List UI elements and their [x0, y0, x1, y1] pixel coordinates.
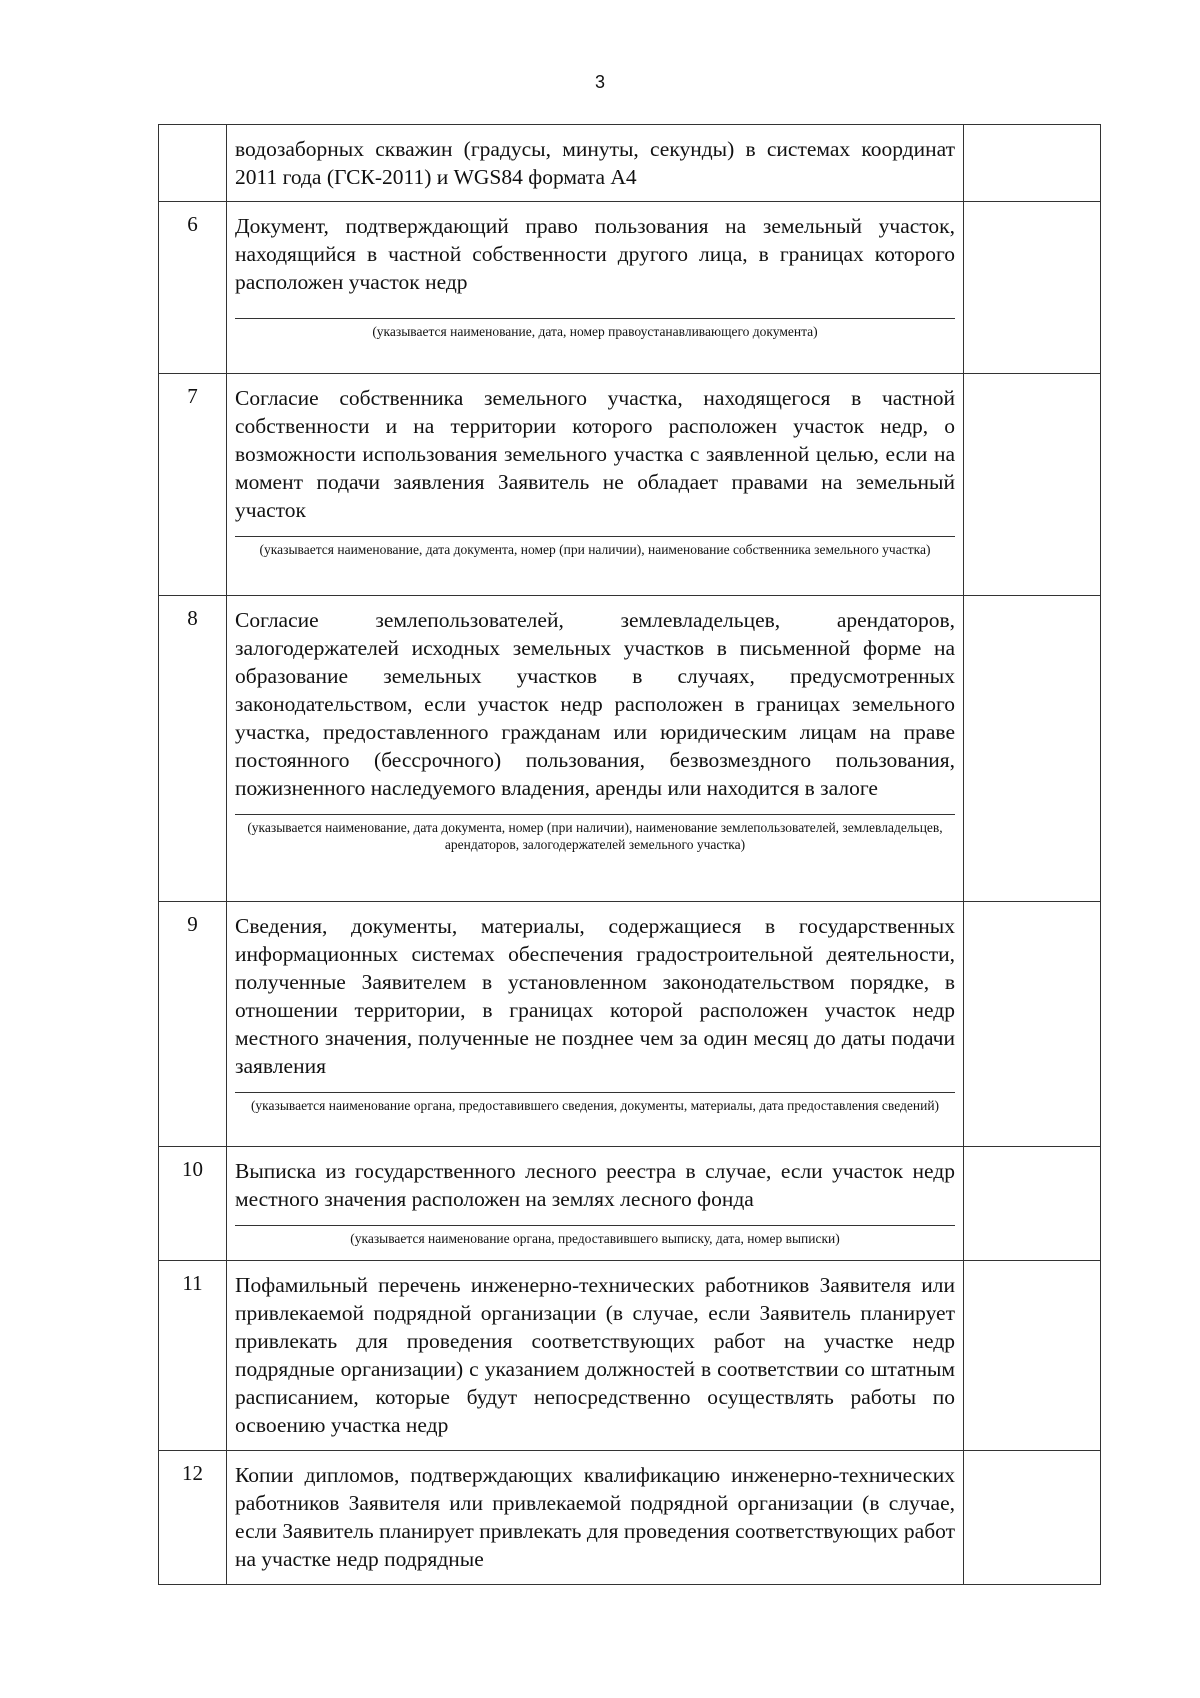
row-mark-cell[interactable] — [964, 202, 1101, 374]
row-description-cell — [227, 202, 964, 374]
table-row — [159, 596, 1101, 902]
documents-table-body — [159, 125, 1101, 1585]
row-mark-cell[interactable] — [964, 1261, 1101, 1451]
row-number: 9 — [159, 902, 227, 1147]
row-description-cell — [227, 1147, 964, 1261]
row-description-cell — [227, 1451, 964, 1585]
row-description: Согласие землепользователей, землевладельцев, арендаторов, залогодержателей исходных земельных участков в письменной форме на образование земельных участков в случаях, предусмотренных законодательством, если участок недр расположен в границах земельного участка, предоставленного гражданам или юридическим лицам на праве постоянного (бессрочного) пользования, безвозмездного пользования, пожизненного наследуемого владения, аренды или находится в залоге — [235, 608, 955, 800]
row-description: Сведения, документы, материалы, содержащиеся в государственных информационных системах обеспечения градостроительной деятельности, полученные Заявителем в установленном законодательством порядке, в отношении территории, в границах которой расположен участок недр местного значения, полученные не позднее чем за один месяц до даты подачи заявления — [235, 914, 955, 1078]
row-mark-cell[interactable] — [964, 902, 1101, 1147]
page-number: 3 — [594, 72, 605, 92]
row-number: 10 — [159, 1147, 227, 1261]
row-number: 12 — [159, 1451, 227, 1585]
row-description: Согласие собственника земельного участка, находящегося в частной собственности и на территории которого расположен участок недр, о возможности использования земельного участка с заявленной целью, если на момент подачи заявления Заявитель не обладает правами на земельный участок — [235, 386, 955, 522]
row-mark-cell[interactable] — [964, 125, 1101, 202]
table-row — [159, 374, 1101, 596]
row-mark-cell[interactable] — [964, 596, 1101, 902]
row-description-cell — [227, 1261, 964, 1451]
fill-in-hint[interactable]: (указывается наименование, дата документа, номер (при наличии), наименование землепользователей, землевладельцев, арендаторов, залогодержателей земельного участка) — [235, 814, 955, 859]
table-row — [159, 125, 1101, 202]
row-description: Пофамильный перечень инженерно-технических работников Заявителя или привлекаемой подрядной организации (в случае, если Заявитель планирует привлекать для проведения соответствующих работ на участке недр подрядные организации) с указанием должностей в соответствии со штатным расписанием, которые будут непосредственно осуществлять работы по освоению участка недр — [235, 1273, 955, 1437]
row-mark-cell[interactable] — [964, 1147, 1101, 1261]
fill-in-hint[interactable]: (указывается наименование органа, предоставившего выписку, дата, номер выписки) — [235, 1225, 955, 1253]
row-description-cell — [227, 125, 964, 202]
row-description-cell — [227, 374, 964, 596]
row-description: водозаборных скважин (градусы, минуты, секунды) в системах координат 2011 года (ГСК-2011) и WGS84 формата А4 — [235, 137, 955, 189]
table-row — [159, 1261, 1101, 1451]
row-number — [159, 125, 227, 202]
row-description-cell — [227, 902, 964, 1147]
row-mark-cell[interactable] — [964, 374, 1101, 596]
fill-in-hint[interactable]: (указывается наименование органа, предоставившего сведения, документы, материалы, дата предоставления сведений) — [235, 1092, 955, 1120]
fill-in-hint[interactable]: (указывается наименование, дата документа, номер (при наличии), наименование собственника земельного участка) — [235, 536, 955, 564]
documents-table — [158, 124, 1101, 1585]
row-description: Документ, подтверждающий право пользования на земельный участок, находящийся в частной собственности другого лица, в границах которого расположен участок недр — [235, 214, 955, 294]
fill-in-hint[interactable]: (указывается наименование, дата, номер правоустанавливающего документа) — [235, 318, 955, 346]
row-description: Копии дипломов, подтверждающих квалификацию инженерно-технических работников Заявителя или привлекаемой подрядной организации (в случае, если Заявитель планирует привлекать для проведения соответствующих работ на участке недр подрядные — [235, 1463, 955, 1571]
row-number: 8 — [159, 596, 227, 902]
table-row — [159, 1451, 1101, 1585]
row-number: 11 — [159, 1261, 227, 1451]
table-row — [159, 1147, 1101, 1261]
table-row — [159, 202, 1101, 374]
row-description-cell — [227, 596, 964, 902]
table-row — [159, 902, 1101, 1147]
row-mark-cell[interactable] — [964, 1451, 1101, 1585]
row-number: 7 — [159, 374, 227, 596]
row-number: 6 — [159, 202, 227, 374]
row-description: Выписка из государственного лесного реестра в случае, если участок недр местного значения расположен на землях лесного фонда — [235, 1159, 955, 1211]
